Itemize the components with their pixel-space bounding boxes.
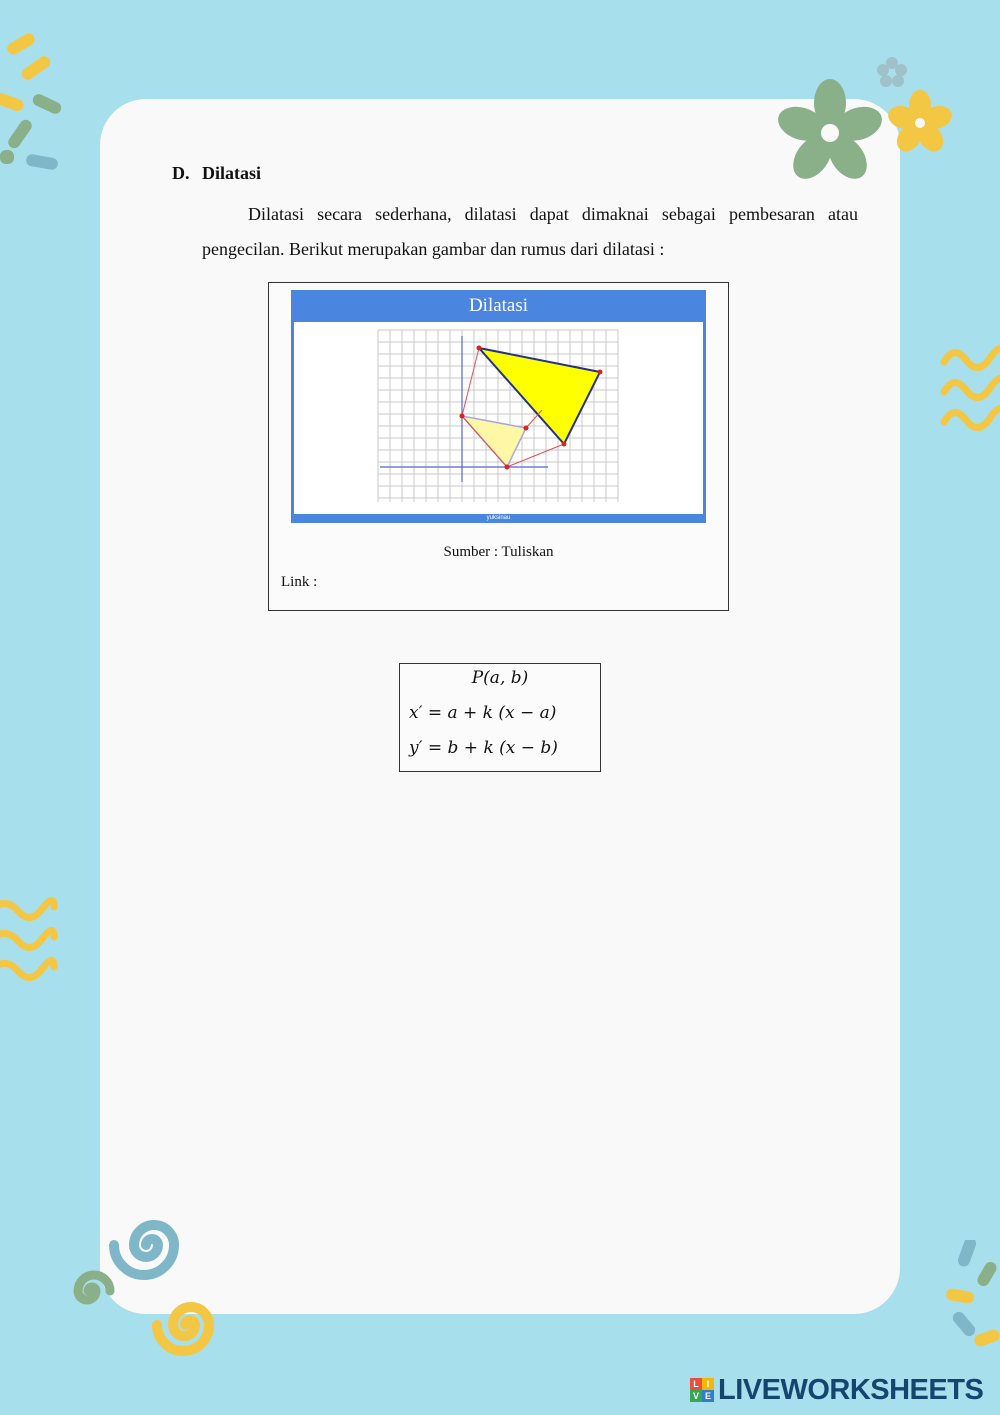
confetti-bottom-right-decoration bbox=[930, 1240, 1000, 1370]
squiggle-left-decoration bbox=[0, 895, 62, 995]
figure-caption: Sumber : Tuliskan bbox=[443, 544, 554, 560]
liveworksheets-brand bbox=[690, 1374, 983, 1406]
dilation-diagram bbox=[294, 322, 703, 514]
section-title: Dilatasi bbox=[202, 163, 262, 183]
squiggle-right-decoration bbox=[938, 340, 1000, 440]
flowers-top-right-decoration bbox=[775, 45, 960, 195]
figure-image-footer: yuksinau bbox=[486, 515, 511, 521]
dilation-figure-image bbox=[291, 290, 706, 523]
formula-y-prime: y′ = b + k (x − b) bbox=[409, 738, 558, 758]
brand-name: LIVEWORKSHEETS bbox=[718, 1373, 984, 1406]
figure-image-title: Dilatasi bbox=[468, 295, 529, 316]
figure-link-label: Link : bbox=[281, 574, 318, 590]
formula-center-point: P(a, b) bbox=[471, 668, 529, 688]
dilation-formula-box bbox=[399, 663, 601, 772]
liveworksheets-logo-icon: L I V E bbox=[690, 1378, 714, 1402]
confetti-top-left-decoration bbox=[0, 30, 80, 190]
section-heading bbox=[172, 163, 261, 184]
spirals-bottom-left-decoration bbox=[60, 1205, 230, 1365]
section-number: D. bbox=[172, 163, 190, 183]
small-triangle bbox=[462, 416, 526, 467]
intro-paragraph: Dilatasi secara sederhana, dilatasi dapat dimaknai sebagai pembesaran atau pengecilan. Berikut merupakan gambar dan rumus dari dilatasi : bbox=[202, 204, 858, 259]
figure-box bbox=[268, 282, 729, 611]
formula-x-prime: x′ = a + k (x − a) bbox=[409, 703, 557, 723]
figure-image-canvas bbox=[294, 322, 703, 514]
